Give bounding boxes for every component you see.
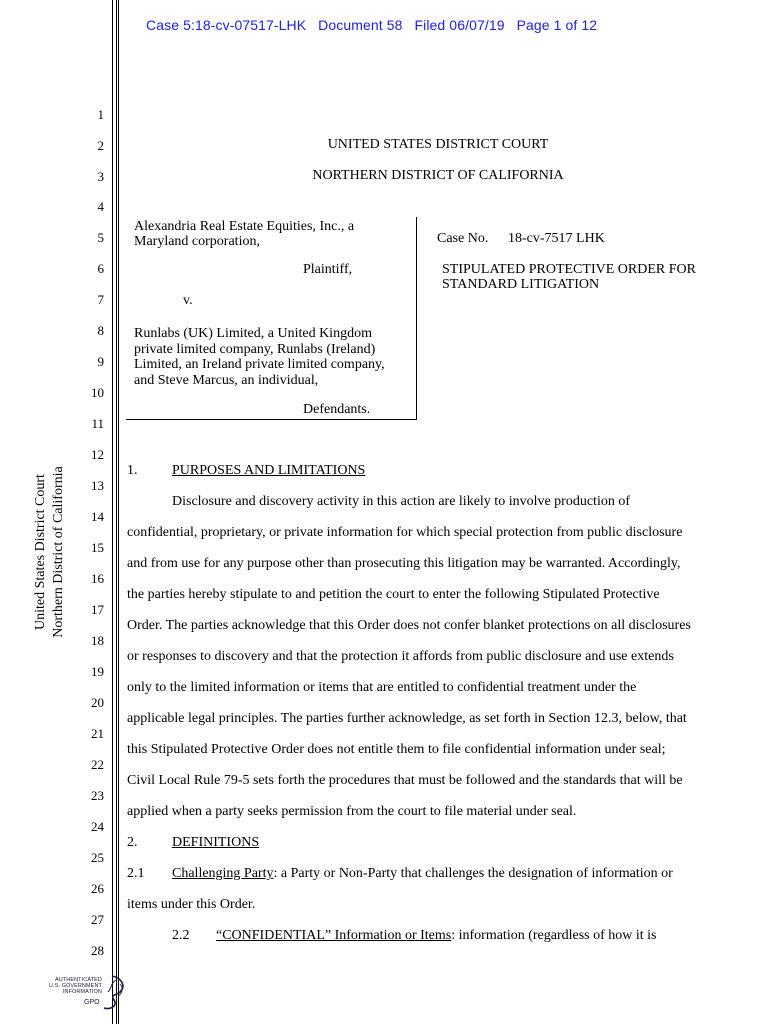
section-heading: DEFINITIONS [172,835,260,850]
paragraph-line: the parties hereby stipulate to and petition the court to enter the following Stipulated Protective [127,587,660,602]
section-heading: PURPOSES AND LIMITATIONS [172,463,366,478]
plaintiff-role: Plaintiff, [303,262,353,277]
line-number: 8 [97,323,104,338]
line-number: 15 [91,540,104,555]
defined-term: Challenging Party [172,866,274,881]
defendant-role: Defendants. [303,402,371,417]
defendant-name: and Steve Marcus, an individual, [134,373,319,388]
line-number: 14 [91,509,104,524]
definition-line [216,928,657,944]
line-number: 26 [91,881,104,896]
left-margin-rule [116,0,117,1024]
ecf-filing-stamp: Case 5:18-cv-07517-LHK Document 58 Filed 06/07/19 Page 1 of 12 [146,17,598,33]
paragraph-line: this Stipulated Protective Order does not entitle them to file confidential information under seal; [127,742,666,757]
court-name: UNITED STATES DISTRICT COURT [327,137,549,152]
document-title: STIPULATED PROTECTIVE ORDER FOR [442,262,696,277]
line-number: 22 [91,757,104,772]
side-label-line: Northern District of California [51,466,66,638]
side-label-line: United States District Court [33,474,48,630]
defendant-name: Limited, an Ireland private limited company, [134,357,385,372]
defined-term: “CONFIDENTIAL” Information or Items [216,928,452,943]
line-number: 16 [91,571,104,586]
case-number: 18-cv-7517 LHK [508,231,605,246]
left-margin-rule [112,0,113,1024]
left-margin-rule [118,0,119,1024]
paragraph-line: Civil Local Rule 79-5 sets forth the procedures that must be followed and the standards that will be [127,773,683,788]
line-number: 12 [91,447,104,462]
line-number: 27 [91,912,104,927]
line-number: 2 [97,138,104,153]
authentication-text [40,977,102,996]
document-title: STANDARD LITIGATION [442,277,600,292]
paragraph-line: applicable legal principles. The parties further acknowledge, as set forth in Section 12.3, below, that [127,711,687,726]
defendant-name: Runlabs (UK) Limited, a United Kingdom [134,326,372,341]
authentication-line: AUTHENTICATED [54,977,102,983]
line-number: 13 [91,478,104,493]
line-number: 10 [91,385,104,400]
section-number: 2. [127,835,138,850]
line-number: 1 [97,107,104,122]
line-number: 23 [91,788,104,803]
line-number: 25 [91,850,104,865]
plaintiff-name: Maryland corporation, [134,234,260,249]
paragraph-line: Order. The parties acknowledge that this Order does not confer blanket protections on all disclosures [127,618,691,633]
versus: v. [183,293,193,308]
line-number: 11 [91,416,104,431]
line-number: 4 [97,199,104,214]
line-number: 21 [91,726,104,741]
defendant-name: private limited company, Runlabs (Ireland) [134,342,376,357]
line-number: 3 [97,169,104,184]
definition-number: 2.2 [172,928,190,943]
section-number: 1. [127,463,138,478]
line-number: 17 [91,602,104,617]
line-number: 7 [97,292,104,307]
court-side-label [32,466,68,637]
line-number: 28 [91,943,104,958]
definition-text: : information (regardless of how it is [451,928,657,943]
plaintiff-name: Alexandria Real Estate Equities, Inc., a [134,219,355,234]
paragraph-line: Disclosure and discovery activity in this action are likely to involve production of [172,494,631,509]
line-number: 6 [97,261,104,276]
authentication-line: INFORMATION [62,989,102,996]
line-number: 24 [91,819,104,834]
authentication-line: U.S. GOVERNMENT [48,983,102,990]
line-number: 9 [97,354,104,369]
definition-text: : a Party or Non-Party that challenges the designation of information or [273,866,673,881]
paragraph-line: items under this Order. [127,897,256,912]
paragraph-line: only to the limited information or items that are entitled to confidential treatment under the [127,680,637,695]
line-number: 5 [97,230,104,245]
caption-border [416,217,417,419]
definition-number: 2.1 [127,866,145,881]
paragraph-line: applied when a party seeks permission from the court to file material under seal. [127,804,577,819]
definition-line [172,866,673,882]
case-number-label: Case No. [437,231,489,246]
court-district: NORTHERN DISTRICT OF CALIFORNIA [312,168,564,183]
paragraph-line: or responses to discovery and that the protection it affords from public disclosure and use extends [127,649,674,664]
paragraph-line: and from use for any purpose other than prosecuting this litigation may be warranted. Accordingly, [127,556,681,571]
line-number: 19 [91,664,104,679]
caption-border [126,419,417,420]
gpo-mark: GPO [84,999,100,1006]
line-number: 18 [91,633,104,648]
line-number: 20 [91,695,104,710]
paragraph-line: confidential, proprietary, or private information for which special protection from public disclosure [127,525,683,540]
